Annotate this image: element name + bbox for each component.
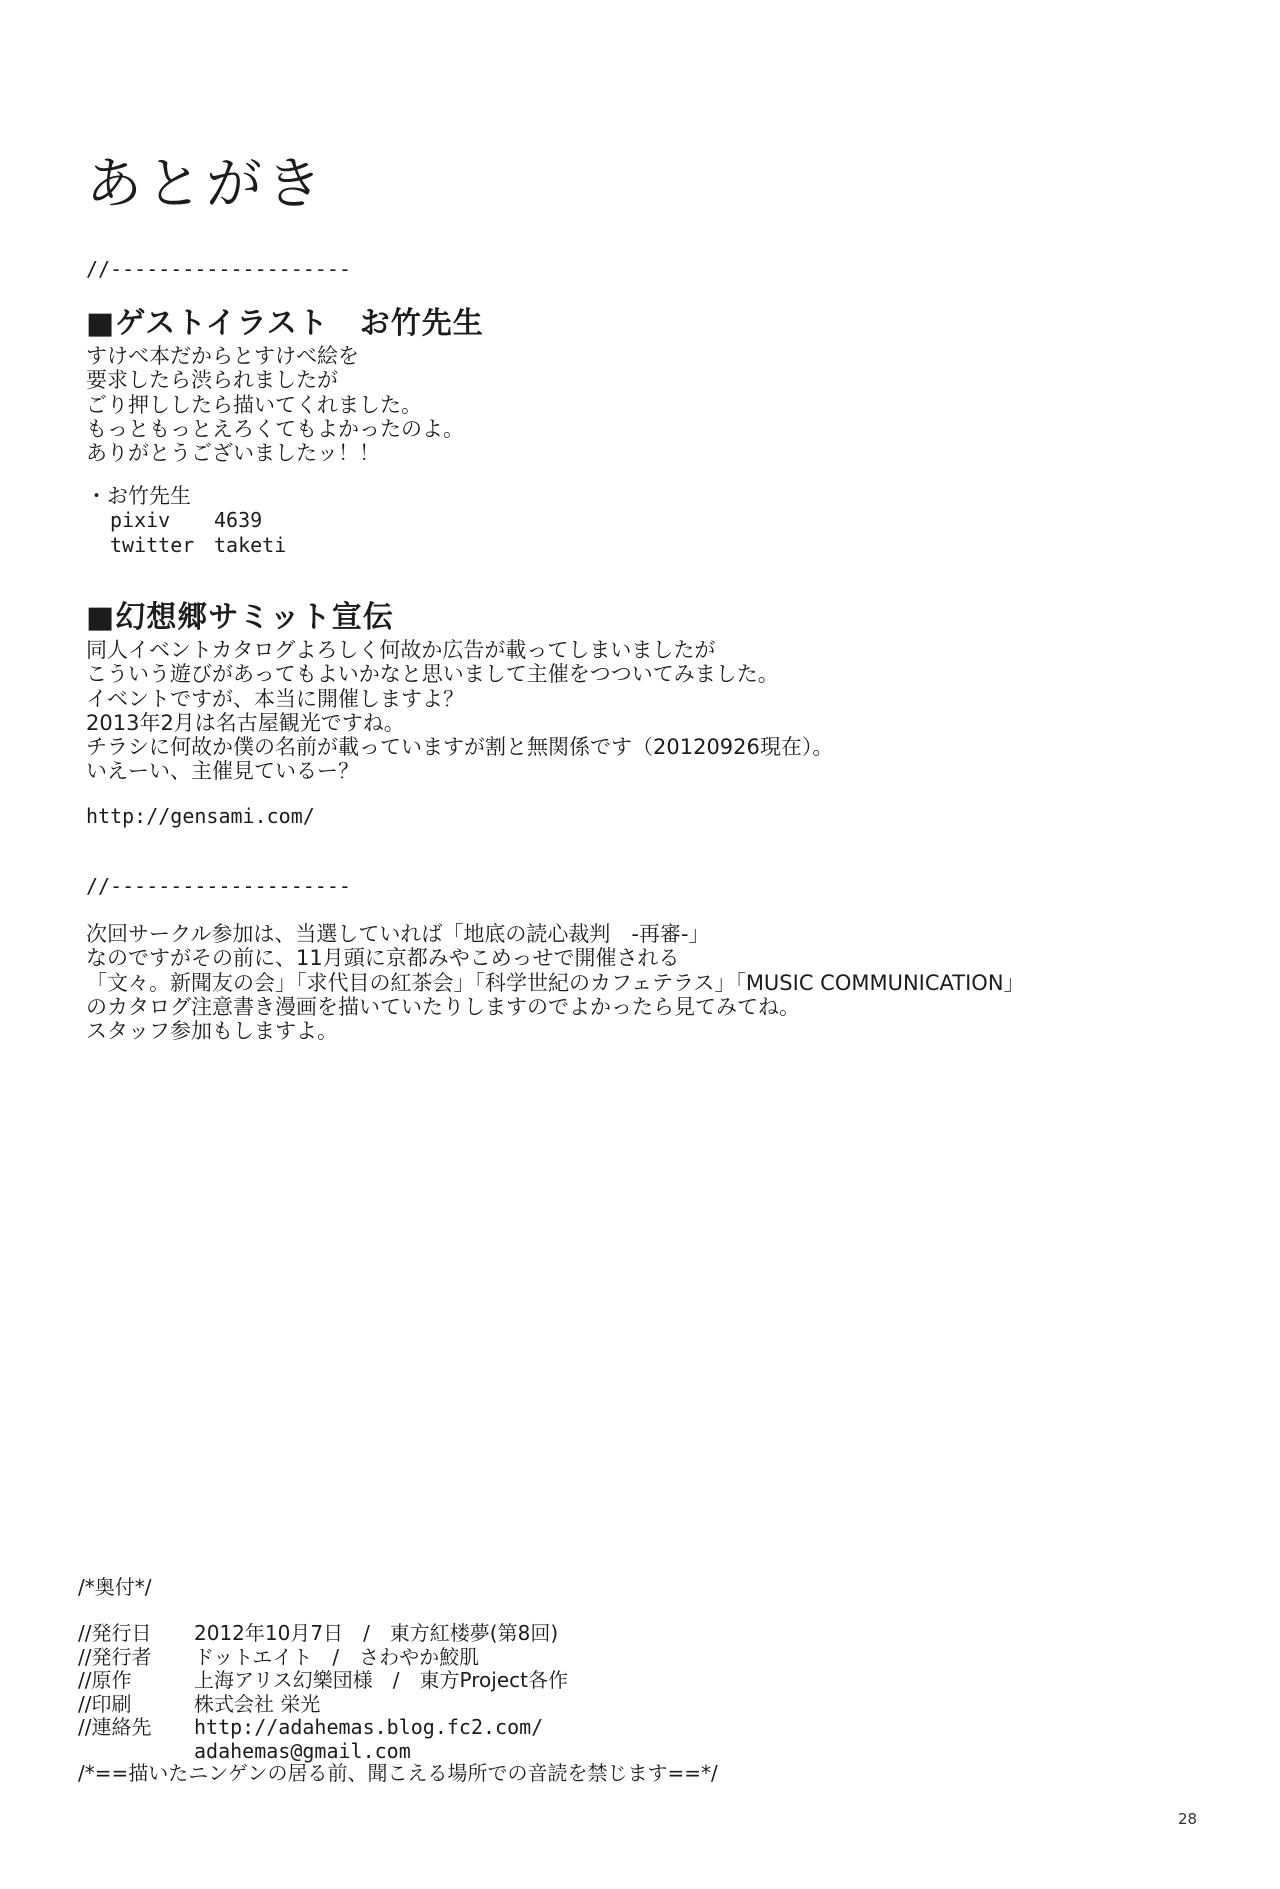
- colophon-header: /*奥付*/: [78, 1575, 152, 1599]
- summit-line: こういう遊びがあってもよいかなと思いまして主催をつついてみました。: [86, 662, 779, 687]
- guest-heading: ■ゲストイラスト お竹先生: [86, 306, 484, 341]
- guest-line: 要求したら渋られましたが: [86, 368, 338, 393]
- contact-row: [110, 508, 286, 533]
- colophon-value: 株式会社 栄光: [194, 1691, 321, 1716]
- contact-label: pixiv: [110, 508, 171, 532]
- guest-contact-name: ・お竹先生: [86, 484, 191, 508]
- summit-message: [86, 638, 833, 784]
- guest-line: もっともっとえろくてもよかったのよ。: [86, 416, 464, 441]
- next-circle-line: なのですがその前に、11月頭に京都みやこめっせで開催される: [86, 946, 680, 971]
- colophon-label: //原作: [78, 1668, 132, 1692]
- page-number: 28: [1178, 1810, 1198, 1828]
- guest-message: [86, 344, 464, 465]
- page-title: あとがき: [86, 152, 326, 217]
- colophon-footer: /*==描いたニンゲンの居る前、聞こえる場所での音読を禁じます==*/: [78, 1761, 718, 1785]
- summit-line: 2013年2月は名古屋観光ですね。: [86, 710, 405, 735]
- colophon-value: ドットエイト / さわやか鮫肌: [194, 1644, 480, 1669]
- colophon-label: [78, 1740, 194, 1764]
- colophon-value: 2012年10月7日 / 東方紅楼夢(第8回): [194, 1621, 559, 1645]
- colophon-label: //印刷: [78, 1691, 132, 1716]
- next-circle-line: のカタログ注意書き漫画を描いていたりしますのでよかったら見てみてね。: [86, 994, 800, 1019]
- contact-value: 4639: [214, 508, 263, 532]
- next-circle-line: 次回サークル参加は、当選していれば「地底の読心裁判 -再審-」: [86, 922, 710, 946]
- colophon-label: //連絡先: [78, 1715, 152, 1739]
- guest-contacts: [110, 508, 286, 558]
- contact-label: twitter: [110, 533, 195, 557]
- colophon-row: [78, 1740, 568, 1764]
- guest-line: ごり押ししたら描いてくれました。: [86, 392, 422, 417]
- summit-url[interactable]: http://gensami.com/: [86, 804, 315, 828]
- divider-top: //--------------------: [86, 257, 351, 281]
- summit-heading: ■幻想郷サミット宣伝: [86, 600, 394, 635]
- colophon-row: [78, 1646, 568, 1670]
- colophon-blog-url[interactable]: http://adahemas.blog.fc2.com/: [194, 1715, 544, 1739]
- contact-row: [110, 533, 286, 558]
- colophon: [78, 1622, 568, 1763]
- colophon-label: //発行日: [78, 1621, 152, 1645]
- summit-line: イベントですが、本当に開催しますよ？: [86, 686, 464, 711]
- colophon-row: [78, 1622, 568, 1646]
- guest-line: すけべ本だからとすけべ絵を: [86, 344, 359, 368]
- colophon-row: [78, 1669, 568, 1693]
- summit-line: いえーい、主催見ているー？: [86, 759, 359, 784]
- colophon-email[interactable]: adahemas@gmail.com: [194, 1738, 411, 1763]
- contact-value: taketi: [214, 533, 287, 557]
- guest-line: ありがとうございましたッ！！: [86, 441, 380, 466]
- colophon-row: [78, 1693, 568, 1717]
- next-circle-line: 「文々。新聞友の会」「求代目の紅茶会」「科学世紀のカフェテラス」「MUSIC COMMUNICATION」: [86, 970, 1025, 995]
- colophon-row: [78, 1716, 568, 1740]
- divider-middle: //--------------------: [86, 874, 351, 898]
- summit-line: チラシに何故か僕の名前が載っていますが割と無関係です（20120926現在）。: [86, 735, 834, 760]
- summit-line: 同人イベントカタログよろしく何故か広告が載ってしまいましたが: [86, 638, 716, 662]
- colophon-value: 上海アリス幻樂団様 / 東方Project各作: [194, 1668, 568, 1692]
- next-circle-line: スタッフ参加もしますよ。: [86, 1019, 338, 1044]
- colophon-label: //発行者: [78, 1644, 152, 1669]
- next-circle-message: [86, 922, 1025, 1043]
